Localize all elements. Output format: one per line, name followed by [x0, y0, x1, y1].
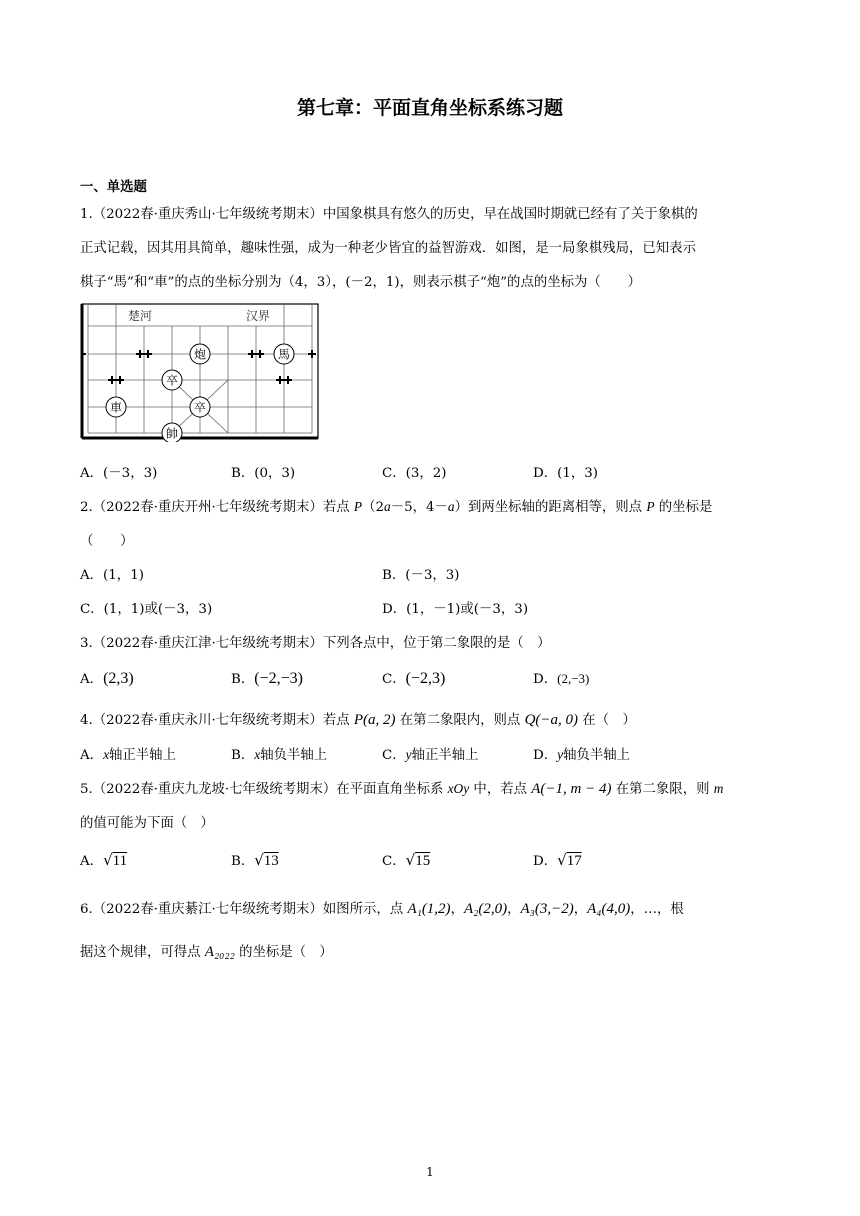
q4-option-d: D．y轴负半轴上 — [533, 747, 631, 763]
piece-ju — [106, 397, 126, 417]
piece-zu-2 — [190, 397, 210, 417]
q1-line2: 正式记载，因其用具简单，趣味性强，成为一种老少皆宜的益智游戏．如图，是一局象棋残局，已知表示 — [80, 241, 696, 256]
piece-zu-1 — [162, 370, 182, 390]
q5-option-b: B．√13 — [231, 851, 279, 869]
sqrt-icon: √ — [557, 851, 567, 869]
q3-option-b: B．(−2,−3) — [231, 670, 303, 687]
q1-option-c: C．(3，2) — [382, 466, 447, 481]
q4-line1: 4.（2022春·重庆永川·七年级统考期末）若点 P(a, 2) 在第二象限内，则点 Q(−a, 0) 在（ ） — [80, 712, 636, 728]
svg-text:車: 車 — [109, 400, 123, 415]
svg-text:馬: 馬 — [277, 347, 291, 362]
q1-option-a: A．(－3，3) — [80, 466, 158, 481]
piece-shuai — [162, 423, 182, 442]
q1-option-b: B．(0，3) — [231, 466, 296, 481]
river-left-label: 楚河 — [128, 309, 153, 323]
q2-option-a: A．(1，1) — [80, 568, 144, 583]
q2-option-b: B．(－3，3) — [382, 568, 460, 583]
svg-text:卒: 卒 — [193, 400, 207, 415]
page-title: 第七章：平面直角坐标系练习题 — [296, 97, 563, 119]
svg-text:卒: 卒 — [165, 373, 179, 388]
q2-line2: （ ） — [80, 534, 134, 549]
q5-line1: 5.（2022春·重庆九龙坡·七年级统考期末）在平面直角坐标系 xOy 中，若点 A(−1, m − 4) 在第二象限，则 m — [80, 781, 724, 797]
q3-option-c: C．(−2,3) — [382, 670, 446, 687]
q5-option-d: D．√17 — [533, 851, 582, 869]
q4-option-b: B．x轴负半轴上 — [231, 747, 328, 763]
q5-option-c: C．√15 — [382, 851, 431, 869]
q2-option-d: D．(1，－1)或(－3，3) — [382, 602, 529, 617]
section-heading: 一、单选题 — [80, 180, 147, 195]
svg-text:帥: 帥 — [165, 426, 179, 441]
q5-option-a: A．√11 — [80, 851, 128, 869]
q2-option-c: C．(1，1)或(－3，3) — [80, 602, 213, 617]
sqrt-icon: √ — [103, 851, 113, 869]
sqrt-icon: √ — [405, 851, 416, 869]
svg-text:炮: 炮 — [193, 347, 207, 362]
q4-option-a: A．x轴正半轴上 — [80, 747, 176, 763]
q1-line1: 1.（2022春·重庆秀山·七年级统考期末）中国象棋具有悠久的历史，早在战国时期就已经有了关于象棋的 — [80, 207, 698, 222]
q3-option-a: A．(2,3) — [80, 670, 134, 687]
q1-line3: 棋子“馬”和“車”的点的坐标分别为（4，3），(－2，1)，则表示棋子“炮”的点的坐标为（ ） — [80, 275, 641, 290]
piece-pao — [190, 344, 210, 364]
q6-line1: 6.（2022春·重庆綦江·七年级统考期末）如图所示，点 A₁(1,2)，A₂(2,0)，A₃(3,−2)，A₄(4,0)，…，根 — [80, 901, 684, 917]
sqrt-icon: √ — [254, 851, 264, 869]
q3-option-d: D．(2,−3) — [533, 671, 590, 687]
chess-board-figure — [80, 302, 320, 442]
q3-line1: 3.（2022春·重庆江津·七年级统考期末）下列各点中，位于第二象限的是（ ） — [80, 636, 551, 651]
page-number: 1 — [426, 1165, 434, 1179]
q6-line2: 据这个规律，可得点 A₂₀₂₂ 的坐标是（ ） — [80, 944, 333, 960]
q2-line1: 2.（2022春·重庆开州·七年级统考期末）若点 P（2a－5，4－a）到两坐标轴的距离相等，则点 P 的坐标是 — [80, 499, 713, 515]
river-labels — [128, 308, 270, 323]
piece-ma — [274, 344, 294, 364]
q1-option-d: D．(1，3) — [533, 466, 599, 481]
q4-option-c: C．y轴正半轴上 — [382, 747, 479, 763]
q5-line2: 的值可能为下面（ ） — [80, 816, 214, 831]
river-right-label: 汉界 — [246, 309, 271, 323]
